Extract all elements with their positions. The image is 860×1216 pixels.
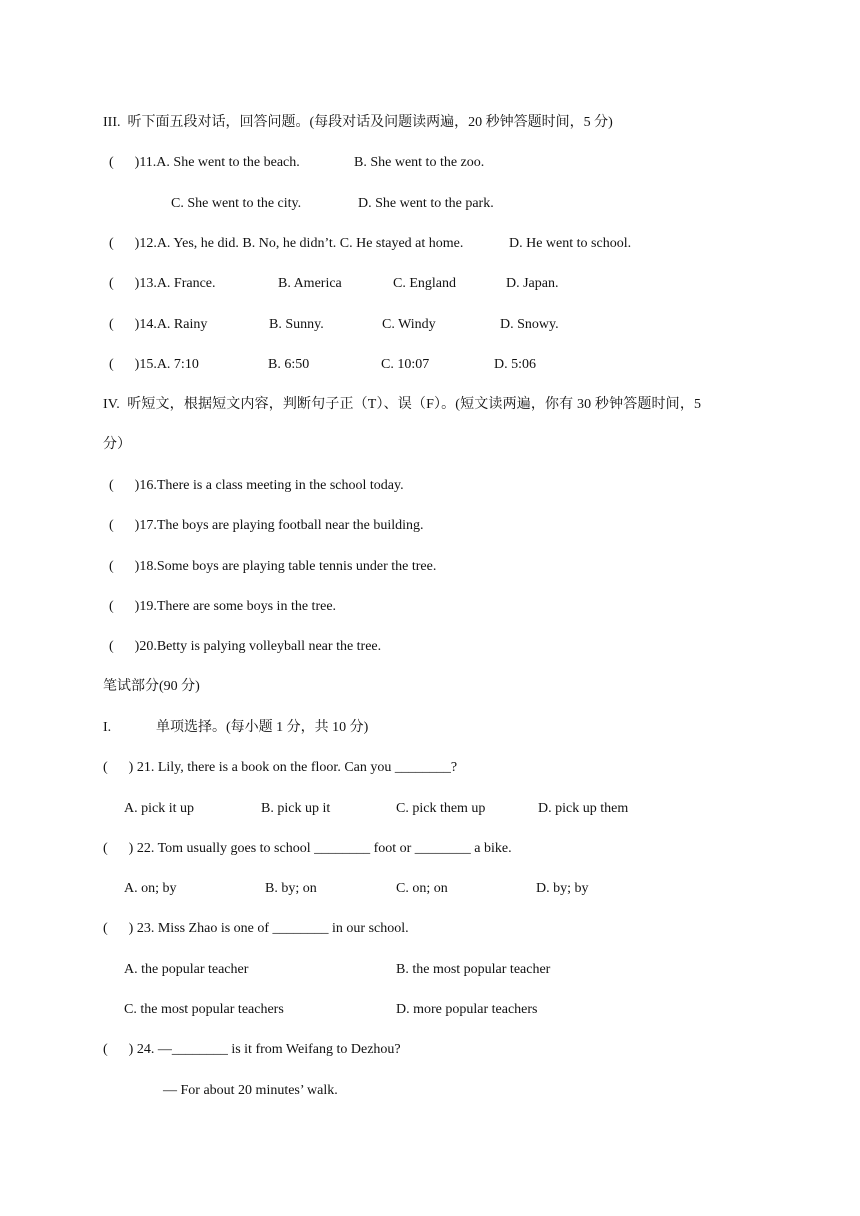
question-15-option-d: D. 5:06 <box>494 357 536 372</box>
question-24-stem: ( ) 24. —________ is it from Weifang to Dezhou? <box>103 1042 401 1057</box>
part-1-number: I. <box>103 720 112 735</box>
question-22-option-a: A. on; by <box>124 881 177 896</box>
question-23-stem: ( ) 23. Miss Zhao is one of ________ in our school. <box>103 921 409 936</box>
question-19: ( )19.There are some boys in the tree. <box>109 599 337 614</box>
question-11-option-c: C. She went to the city. <box>171 196 302 211</box>
question-23-option-b: B. the most popular teacher <box>396 962 551 977</box>
question-23-option-a: A. the popular teacher <box>124 962 249 977</box>
question-21-option-c: C. pick them up <box>396 801 486 816</box>
question-14-stem: ( )14.A. Rainy <box>109 317 208 332</box>
question-13-option-c: C. England <box>393 276 456 291</box>
question-15-stem: ( )15.A. 7:10 <box>109 357 199 372</box>
part-1-title: 单项选择。(每小题 1 分，共 10 分) <box>156 720 369 735</box>
question-12-stem: ( )12.A. Yes, he did. B. No, he didn’t. C. He stayed at home. <box>109 236 464 251</box>
question-15-option-b: B. 6:50 <box>268 357 310 372</box>
section-3-heading: III. 听下面五段对话，回答问题。(每段对话及问题读两遍，20 秒钟答题时间，5 分) <box>103 115 613 130</box>
question-22-stem: ( ) 22. Tom usually goes to school ________ foot or ________ a bike. <box>103 841 512 856</box>
question-21-option-b: B. pick up it <box>261 801 331 816</box>
section-4-heading-line-2: 分） <box>103 437 131 452</box>
question-20: ( )20.Betty is palying volleyball near the tree. <box>109 639 382 654</box>
question-22-option-c: C. on; on <box>396 881 448 896</box>
question-11-stem: ( )11.A. She went to the beach. <box>109 155 300 170</box>
question-16: ( )16.There is a class meeting in the school today. <box>109 478 404 493</box>
question-13-option-b: B. America <box>278 276 342 291</box>
written-part-title: 笔试部分(90 分) <box>103 679 200 694</box>
question-21-option-a: A. pick it up <box>124 801 194 816</box>
question-15-option-c: C. 10:07 <box>381 357 430 372</box>
question-11-option-d: D. She went to the park. <box>358 196 494 211</box>
question-14-option-d: D. Snowy. <box>500 317 559 332</box>
question-23-option-d: D. more popular teachers <box>396 1002 538 1017</box>
question-17: ( )17.The boys are playing football near the building. <box>109 518 424 533</box>
question-24-answer-line: — For about 20 minutes’ walk. <box>163 1083 338 1098</box>
question-22-option-b: B. by; on <box>265 881 317 896</box>
question-23-option-c: C. the most popular teachers <box>124 1002 284 1017</box>
question-22-option-d: D. by; by <box>536 881 589 896</box>
question-18: ( )18.Some boys are playing table tennis under the tree. <box>109 559 437 574</box>
question-14-option-b: B. Sunny. <box>269 317 324 332</box>
question-11-option-b: B. She went to the zoo. <box>354 155 485 170</box>
question-21-option-d: D. pick up them <box>538 801 629 816</box>
question-13-option-d: D. Japan. <box>506 276 559 291</box>
question-12-option-d: D. He went to school. <box>509 236 632 251</box>
question-14-option-c: C. Windy <box>382 317 436 332</box>
section-4-heading-line-1: IV. 听短文，根据短文内容，判断句子正（T）、误（F）。(短文读两遍，你有 30 秒钟答题时间，5 <box>103 397 702 412</box>
question-13-stem: ( )13.A. France. <box>109 276 216 291</box>
question-21-stem: ( ) 21. Lily, there is a book on the floor. Can you ________? <box>103 760 458 775</box>
